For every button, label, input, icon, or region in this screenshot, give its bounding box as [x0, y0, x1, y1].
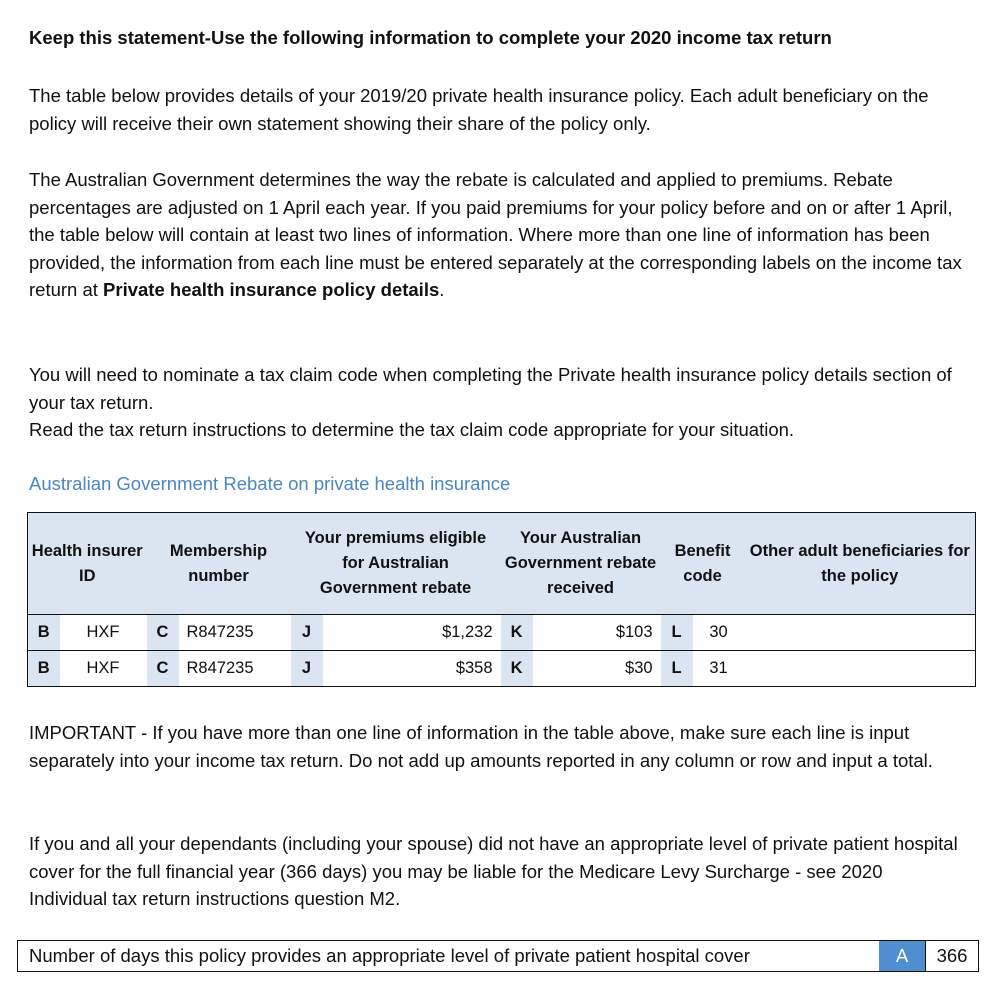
rebate-cell: $30	[533, 651, 661, 687]
header-membership-number: Membership number	[147, 513, 291, 615]
table-header-row	[28, 513, 976, 615]
rebate-paragraph	[29, 166, 964, 304]
claim-code-paragraph	[29, 361, 964, 444]
table-row	[28, 651, 976, 687]
days-cover-code: A	[879, 941, 925, 971]
label-j: J	[291, 651, 323, 687]
label-b: B	[28, 615, 60, 651]
rebate-paragraph-end: .	[439, 279, 445, 300]
days-cover-box	[17, 940, 979, 972]
label-k: K	[501, 651, 533, 687]
benefit-code-cell: 30	[693, 615, 745, 651]
header-premiums: Your premiums eligible for Australian Government rebate	[291, 513, 501, 615]
important-paragraph: IMPORTANT - If you have more than one line of information in the table above, make sure each line is input separately into your income tax return. Do not add up amounts reported in any column or row and input a total.	[29, 722, 933, 771]
intro-paragraph: The table below provides details of your 2019/20 private health insurance policy. Each adult beneficiary on the policy will receive their own statement showing their share of the policy only.	[29, 85, 929, 134]
days-cover-label: Number of days this policy provides an appropriate level of private patient hospital cover	[29, 945, 750, 966]
membership-number-cell: R847235	[179, 615, 291, 651]
header-insurer-id: Health insurer ID	[28, 513, 147, 615]
rebate-paragraph-bold: Private health insurance policy details	[103, 279, 440, 300]
days-cover-value: 366	[925, 941, 978, 971]
benefit-code-cell: 31	[693, 651, 745, 687]
membership-number-cell: R847235	[179, 651, 291, 687]
label-k: K	[501, 615, 533, 651]
table-title: Australian Government Rebate on private health insurance	[29, 473, 511, 494]
premiums-cell: $358	[323, 651, 501, 687]
label-j: J	[291, 615, 323, 651]
header-benefit-code: Benefit code	[661, 513, 745, 615]
other-beneficiaries-cell	[745, 651, 976, 687]
table-row	[28, 615, 976, 651]
premiums-cell: $1,232	[323, 615, 501, 651]
insurer-id-cell: HXF	[60, 615, 147, 651]
rebate-table	[27, 512, 976, 687]
claim-code-line-1: You will need to nominate a tax claim code when completing the Private health insurance policy details section of your tax return.	[29, 364, 952, 413]
rebate-paragraph-text: The Australian Government determines the way the rebate is calculated and applied to premiums. Rebate percentages are adjusted on 1 April each year. If you paid premiums for your policy before and on or after 1 April, the table below will contain at least two lines of information. Where more than one line of information has been provided, the information from each line must be entered separately at the corresponding labels on the income tax return at	[29, 169, 962, 300]
label-l: L	[661, 615, 693, 651]
header-rebate-received: Your Australian Government rebate received	[501, 513, 661, 615]
label-c: C	[147, 651, 179, 687]
label-b: B	[28, 651, 60, 687]
label-c: C	[147, 615, 179, 651]
header-other-beneficiaries: Other adult beneficiaries for the policy	[745, 513, 976, 615]
claim-code-line-2: Read the tax return instructions to determine the tax claim code appropriate for your situation.	[29, 419, 795, 440]
page-title: Keep this statement-Use the following information to complete your 2020 income tax return	[29, 27, 832, 48]
insurer-id-cell: HXF	[60, 651, 147, 687]
surcharge-paragraph: If you and all your dependants (including your spouse) did not have an appropriate level of private patient hospital cover for the full financial year (366 days) you may be liable for the Medicare Levy Surcharge - see 2020 Individual tax return instructions question M2.	[29, 833, 958, 909]
label-l: L	[661, 651, 693, 687]
rebate-cell: $103	[533, 615, 661, 651]
other-beneficiaries-cell	[745, 615, 976, 651]
